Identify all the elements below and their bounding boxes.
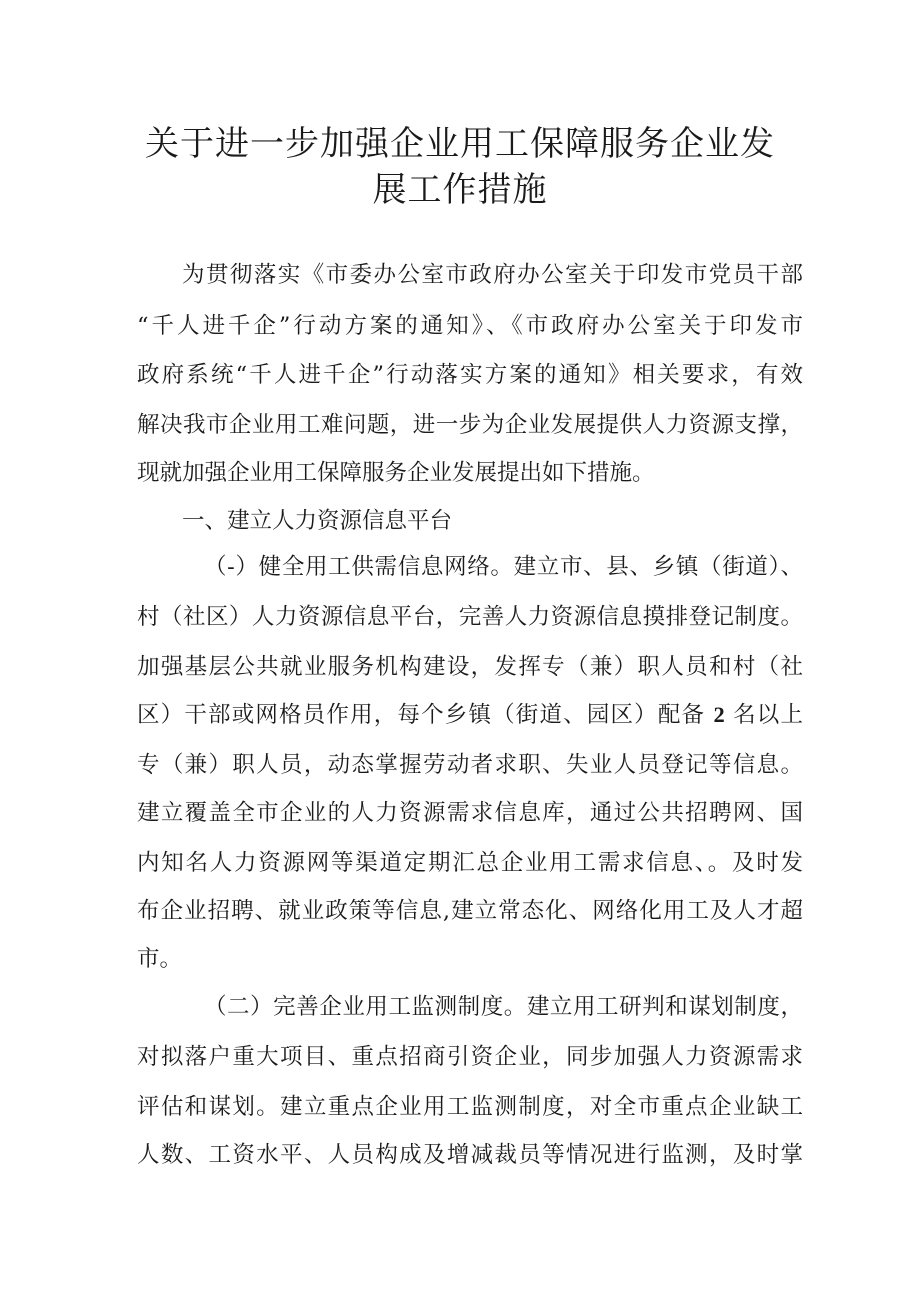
document-title-line-2: 展工作措施 [372,170,548,210]
intro-line: 解决我市企业用工难问题，进一步为企业发展提供人力资源支撑， [137,412,803,438]
para1-line-with-number [137,702,803,728]
para1-line: 布企业招聘、就业政策等信息,建立常态化、网络化用工及人才超 [137,898,803,924]
para1-line4-text-a: 区）干部或网格员作用，每个乡镇（街道、园区）配备 [137,702,706,728]
para1-line: 市。 [137,946,183,972]
para1-line: 内知名人力资源网等渠道定期汇总企业用工需求信息、。及时发 [137,850,803,876]
para2-line: 人数、工资水平、人员构成及增减裁员等情况进行监测，及时掌 [137,1142,803,1168]
intro-line: 政府系统“千人进千企”行动落实方案的通知》相关要求，有效 [137,362,803,388]
para1-line: 加强基层公共就业服务机构建设，发挥专（兼）职人员和村（社 [137,654,803,680]
para1-line: （-）健全用工供需信息网络。建立市、县、乡镇（街道）、 [204,554,803,580]
para1-line: 村（社区）人力资源信息平台，完善人力资源信息摸排登记制度。 [137,604,803,630]
para1-line4-number: 2 [713,702,725,727]
para1-line: 建立覆盖全市企业的人力资源需求信息库，通过公共招聘网、国 [137,800,803,826]
intro-line: 为贯彻落实《市委办公室市政府办公室关于印发市党员干部 [182,262,803,288]
section-1-heading: 一、建立人力资源信息平台 [182,508,453,534]
para2-line: 评估和谋划。建立重点企业用工监测制度，对全市重点企业缺工 [137,1094,803,1120]
para2-line: 对拟落户重大项目、重点招商引资企业，同步加强人力资源需求 [137,1044,803,1070]
intro-line: 现就加强企业用工保障服务企业发展提出如下措施。 [137,460,655,486]
para2-line: （二）完善企业用工监测制度。建立用工研判和谋划制度， [204,994,803,1020]
para1-line4-text-b: 名以上 [733,702,803,728]
intro-line: “千人进千企”行动方案的通知》、《市政府办公室关于印发市 [137,313,803,339]
para1-line: 专（兼）职人员，动态掌握劳动者求职、失业人员登记等信息。 [137,752,803,778]
document-title-line-1: 关于进一步加强企业用工保障服务企业发 [145,124,775,164]
